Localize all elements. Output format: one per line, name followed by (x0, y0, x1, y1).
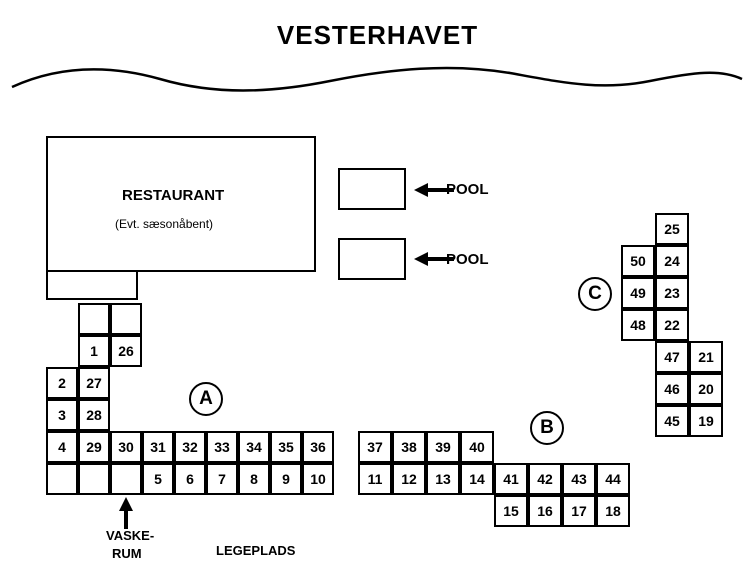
unit-cell[interactable]: 13 (426, 463, 460, 495)
page-title: VESTERHAVET (276, 20, 479, 50)
unit-cell[interactable]: 38 (392, 431, 426, 463)
unit-cell[interactable]: 8 (238, 463, 270, 495)
unit-cell[interactable]: 3 (46, 399, 78, 431)
unit-cell[interactable]: 36 (302, 431, 334, 463)
pool-2-label: POOL (446, 251, 489, 268)
unit-cell[interactable]: 43 (562, 463, 596, 495)
unit-cell[interactable]: 2 (46, 367, 78, 399)
vaskerum-label-line2: RUM (112, 546, 142, 561)
vaskerum-arrow-icon (116, 497, 136, 531)
unit-cell[interactable]: 23 (655, 277, 689, 309)
unit-cell[interactable]: 5 (142, 463, 174, 495)
unit-cell[interactable]: 22 (655, 309, 689, 341)
unit-cell[interactable]: 11 (358, 463, 392, 495)
restaurant-building (46, 136, 316, 272)
pool-1-label: POOL (446, 181, 489, 198)
coastline-wave (0, 55, 755, 100)
restaurant-building-wing (46, 270, 138, 300)
pool-1 (338, 168, 406, 210)
unit-cell[interactable]: 44 (596, 463, 630, 495)
zone-marker-c: C (578, 277, 612, 311)
legeplads-label: LEGEPLADS (216, 543, 296, 558)
unit-cell[interactable]: 16 (528, 495, 562, 527)
zone-marker-a: A (189, 382, 223, 416)
unit-cell[interactable]: 17 (562, 495, 596, 527)
unit-cell[interactable]: 26 (110, 335, 142, 367)
unit-blank (110, 463, 142, 495)
unit-cell[interactable]: 37 (358, 431, 392, 463)
unit-cell[interactable]: 45 (655, 405, 689, 437)
unit-cell[interactable]: 47 (655, 341, 689, 373)
unit-cell[interactable]: 24 (655, 245, 689, 277)
unit-cell[interactable]: 21 (689, 341, 723, 373)
unit-blank (78, 463, 110, 495)
unit-cell[interactable]: 14 (460, 463, 494, 495)
unit-cell[interactable]: 30 (110, 431, 142, 463)
unit-cell[interactable]: 4 (46, 431, 78, 463)
unit-cell[interactable]: 25 (655, 213, 689, 245)
unit-cell[interactable]: 35 (270, 431, 302, 463)
pool-2 (338, 238, 406, 280)
unit-cell[interactable]: 20 (689, 373, 723, 405)
unit-cell[interactable]: 41 (494, 463, 528, 495)
vaskerum-label-line1: VASKE- (106, 528, 155, 543)
unit-cell[interactable]: 42 (528, 463, 562, 495)
unit-cell[interactable]: 40 (460, 431, 494, 463)
unit-cell[interactable]: 32 (174, 431, 206, 463)
unit-cell[interactable]: 33 (206, 431, 238, 463)
unit-blank (46, 463, 78, 495)
unit-cell[interactable]: 49 (621, 277, 655, 309)
unit-cell[interactable]: 29 (78, 431, 110, 463)
restaurant-label: RESTAURANT (122, 187, 225, 204)
unit-cell[interactable]: 34 (238, 431, 270, 463)
unit-blank (110, 303, 142, 335)
unit-cell[interactable]: 7 (206, 463, 238, 495)
unit-blank (78, 303, 110, 335)
unit-cell[interactable]: 50 (621, 245, 655, 277)
unit-cell[interactable]: 48 (621, 309, 655, 341)
unit-cell[interactable]: 39 (426, 431, 460, 463)
unit-cell[interactable]: 15 (494, 495, 528, 527)
unit-cell[interactable]: 28 (78, 399, 110, 431)
unit-cell[interactable]: 6 (174, 463, 206, 495)
unit-cell[interactable]: 46 (655, 373, 689, 405)
unit-cell[interactable]: 9 (270, 463, 302, 495)
unit-cell[interactable]: 12 (392, 463, 426, 495)
unit-cell[interactable]: 31 (142, 431, 174, 463)
unit-cell[interactable]: 18 (596, 495, 630, 527)
zone-marker-b: B (530, 411, 564, 445)
restaurant-note: (Evt. sæsonåbent) (115, 217, 214, 231)
unit-cell[interactable]: 10 (302, 463, 334, 495)
unit-cell[interactable]: 27 (78, 367, 110, 399)
unit-cell[interactable]: 1 (78, 335, 110, 367)
unit-cell[interactable]: 19 (689, 405, 723, 437)
